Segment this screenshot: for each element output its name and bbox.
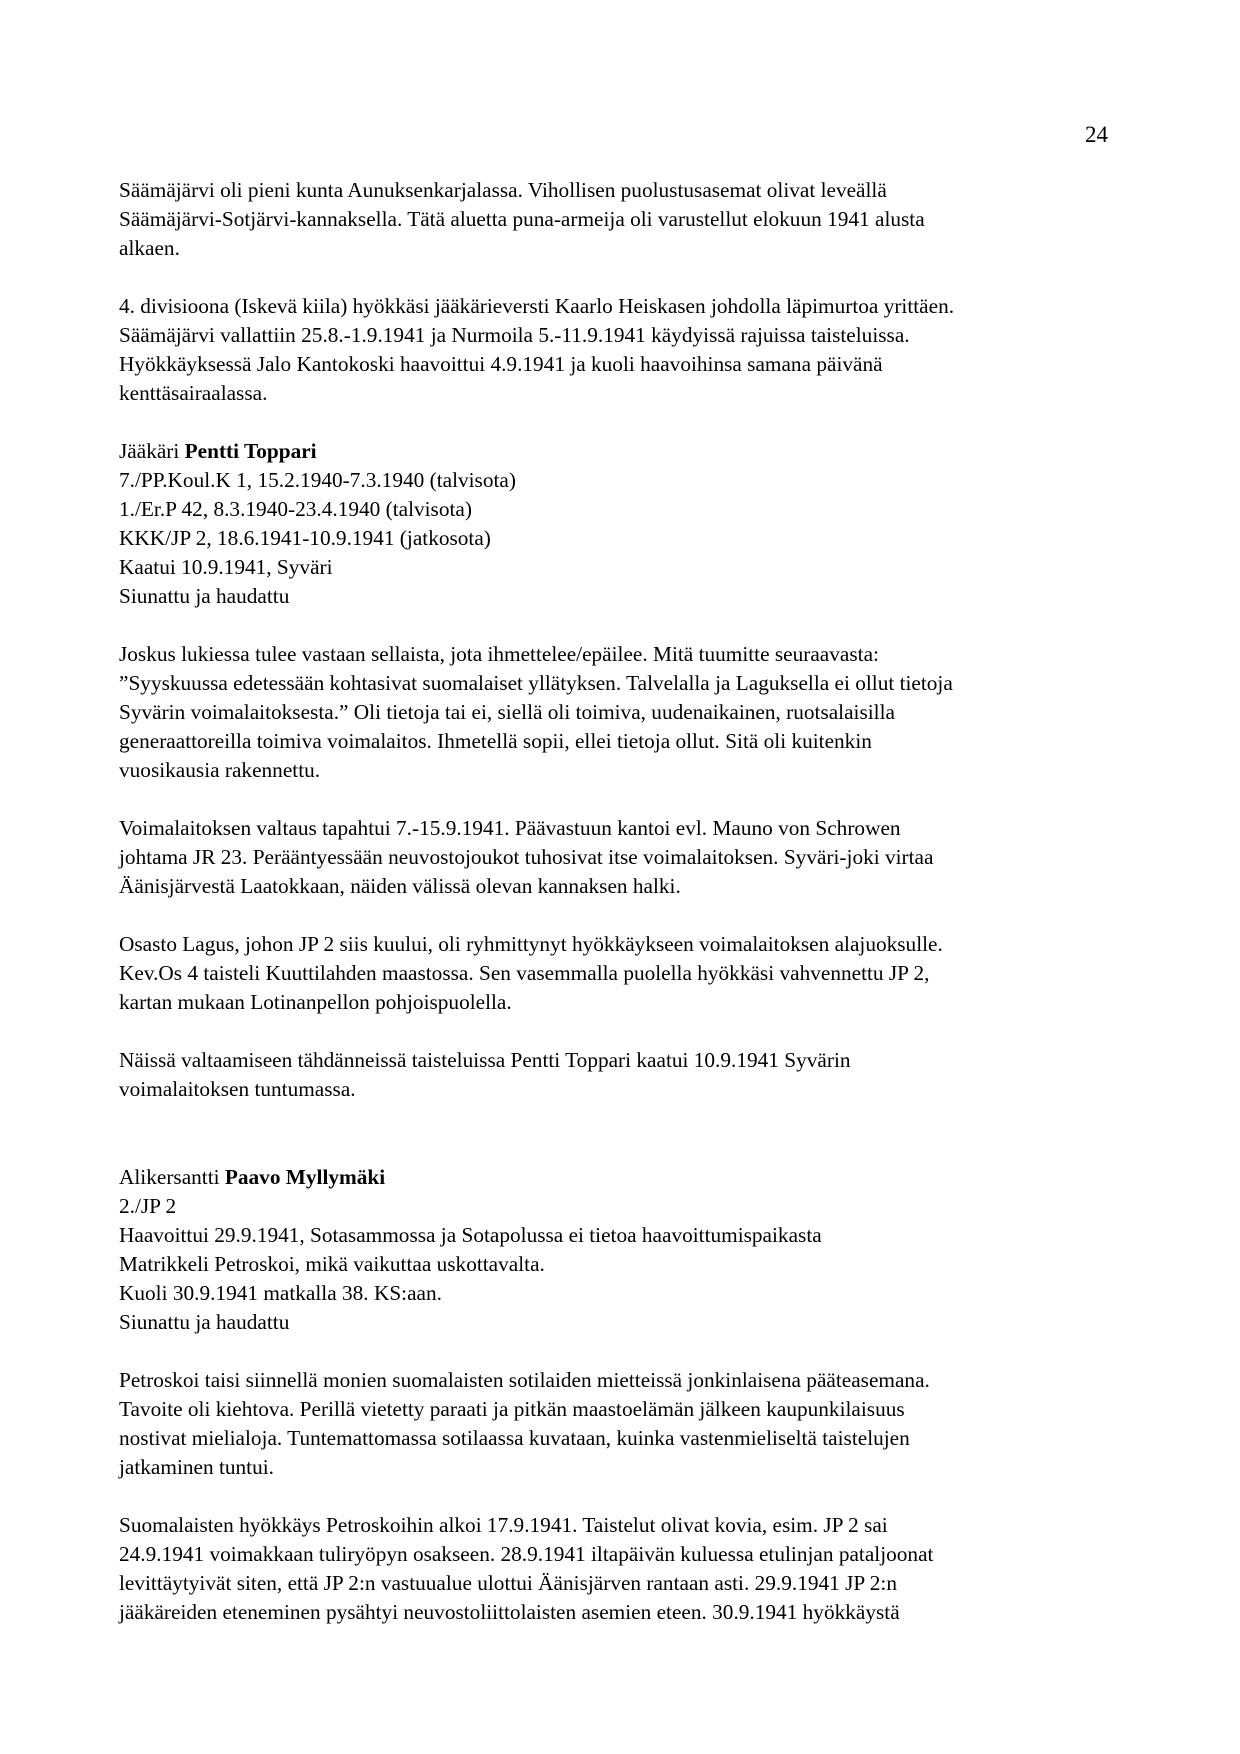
soldier-detail-line: Kuoli 30.9.1941 matkalla 38. KS:aan. [119, 1281, 442, 1305]
text-line: kenttäsairaalassa. [119, 381, 268, 405]
text-line: Hyökkäyksessä Jalo Kantokoski haavoittui 4.9.1941 ja kuoli haavoihinsa samana päivänä [119, 352, 883, 376]
text-line: 4. divisioona (Iskevä kiila) hyökkäsi jääkärieversti Kaarlo Heiskasen johdolla läpimurtoa yrittäen. [119, 294, 955, 318]
soldier-heading [119, 437, 1119, 466]
text-line: voimalaitoksen tuntumassa. [119, 1077, 356, 1101]
text-line: Säämäjärvi oli pieni kunta Aunuksenkarjalassa. Vihollisen puolustusasemat olivat leveällä [119, 178, 887, 202]
text-line: johtama JR 23. Perääntyessään neuvostojoukot tuhosivat itse voimalaitoksen. Syväri-joki virtaa [119, 845, 934, 869]
text-line: Näissä valtaamiseen tähdänneissä taisteluissa Pentti Toppari kaatui 10.9.1941 Syvärin [119, 1048, 851, 1072]
soldier-detail-line: Haavoittui 29.9.1941, Sotasammossa ja Sotapolussa ei tietoa haavoittumispaikasta [119, 1223, 822, 1247]
soldier-detail-line: Kaatui 10.9.1941, Syväri [119, 555, 333, 579]
text-line: Voimalaitoksen valtaus tapahtui 7.-15.9.1941. Päävastuun kantoi evl. Mauno von Schrowen [119, 816, 901, 840]
paragraph-power-plant-question [119, 640, 1119, 785]
text-line: nostivat mielialoja. Tuntemattomassa sotilaassa kuvataan, kuinka vastenmieliseltä taistelujen [119, 1426, 910, 1450]
text-line: Osasto Lagus, johon JP 2 siis kuului, oli ryhmittynyt hyökkäykseen voimalaitoksen alajuoksulle. [119, 932, 943, 956]
text-line: Suomalaisten hyökkäys Petroskoihin alkoi 17.9.1941. Taistelut olivat kovia, esim. JP 2 sai [119, 1513, 888, 1537]
text-line: levittäytyivät siten, että JP 2:n vastuualue ulottui Äänisjärven rantaan asti. 29.9.1941 JP 2:n [119, 1571, 897, 1595]
text-line: Säämäjärvi vallattiin 25.8.-1.9.1941 ja Nurmoila 5.-11.9.1941 käydyissä rajuissa taisteluissa. [119, 323, 910, 347]
text-line: Petroskoi taisi siinnellä monien suomalaisten sotilaiden mietteissä jonkinlaisena pääteasemana. [119, 1368, 930, 1392]
text-line: Syvärin voimalaitoksesta.” Oli tietoja tai ei, siellä oli toimiva, uudenaikainen, ruotsalaisilla [119, 700, 895, 724]
spacer [119, 1133, 1119, 1163]
soldier-detail-line: 2./JP 2 [119, 1194, 177, 1218]
soldier-detail-line: Siunattu ja haudattu [119, 1310, 290, 1334]
text-line: 24.9.1941 voimakkaan tuliryöpyn osakseen. 28.9.1941 iltapäivän kuluessa etulinjan pataljoonat [119, 1542, 934, 1566]
soldier-detail-line: 1./Er.P 42, 8.3.1940-23.4.1940 (talvisota) [119, 497, 472, 521]
soldier-heading [119, 1163, 1119, 1192]
text-line: alkaen. [119, 236, 180, 260]
text-line: Joskus lukiessa tulee vastaan sellaista, jota ihmettelee/epäilee. Mitä tuumitte seuraavasta: [119, 642, 879, 666]
text-line: generaattoreilla toimiva voimalaitos. Ihmetellä sopii, ellei tietoja ollut. Sitä oli kuitenkin [119, 729, 872, 753]
paragraph-power-plant-capture [119, 814, 1119, 901]
paragraph-osasto-lagus [119, 930, 1119, 1017]
page-number: 24 [1085, 122, 1108, 147]
soldier-entry-myllymaki [119, 1163, 1119, 1337]
text-line: Säämäjärvi-Sotjärvi-kannaksella. Tätä aluetta puna-armeija oli varustellut elokuun 1941 alusta [119, 207, 925, 231]
soldier-name: Pentti Toppari [184, 439, 317, 463]
soldier-detail-line: Siunattu ja haudattu [119, 584, 290, 608]
soldier-rank: Alikersantti [119, 1165, 225, 1189]
paragraph-toppari-death [119, 1046, 1119, 1104]
text-line: kartan mukaan Lotinanpellon pohjoispuolella. [119, 990, 512, 1014]
text-line: jääkäreiden eteneminen pysähtyi neuvostoliittolaisten asemien eteen. 30.9.1941 hyökkäystä [119, 1600, 900, 1624]
text-line: Kev.Os 4 taisteli Kuuttilahden maastossa. Sen vasemmalla puolella hyökkäsi vahvennettu JP 2, [119, 961, 930, 985]
soldier-detail-line: 7./PP.Koul.K 1, 15.2.1940-7.3.1940 (talvisota) [119, 468, 516, 492]
text-line: Äänisjärvestä Laatokkaan, näiden välissä olevan kannaksen halki. [119, 874, 681, 898]
soldier-entry-toppari [119, 437, 1119, 611]
document-body [119, 176, 1119, 1656]
soldier-rank: Jääkäri [119, 439, 185, 463]
soldier-name: Paavo Myllymäki [224, 1165, 386, 1189]
text-line: vuosikausia rakennettu. [119, 758, 321, 782]
soldier-detail-line: Matrikkeli Petroskoi, mikä vaikuttaa uskottavalta. [119, 1252, 545, 1276]
text-line: ”Syyskuussa edetessään kohtasivat suomalaiset yllätyksen. Talvelalla ja Laguksella ei ollut tietoja [119, 671, 953, 695]
paragraph-saamajarvi [119, 176, 1119, 263]
text-line: jatkaminen tuntui. [119, 1455, 274, 1479]
text-line: Tavoite oli kiehtova. Perillä vietetty paraati ja pitkän maastoelämän jälkeen kaupunkilaisuus [119, 1397, 905, 1421]
paragraph-petroskoi-attack [119, 1511, 1119, 1627]
paragraph-petroskoi-goal [119, 1366, 1119, 1482]
soldier-detail-line: KKK/JP 2, 18.6.1941-10.9.1941 (jatkosota) [119, 526, 491, 550]
paragraph-4th-division [119, 292, 1119, 408]
